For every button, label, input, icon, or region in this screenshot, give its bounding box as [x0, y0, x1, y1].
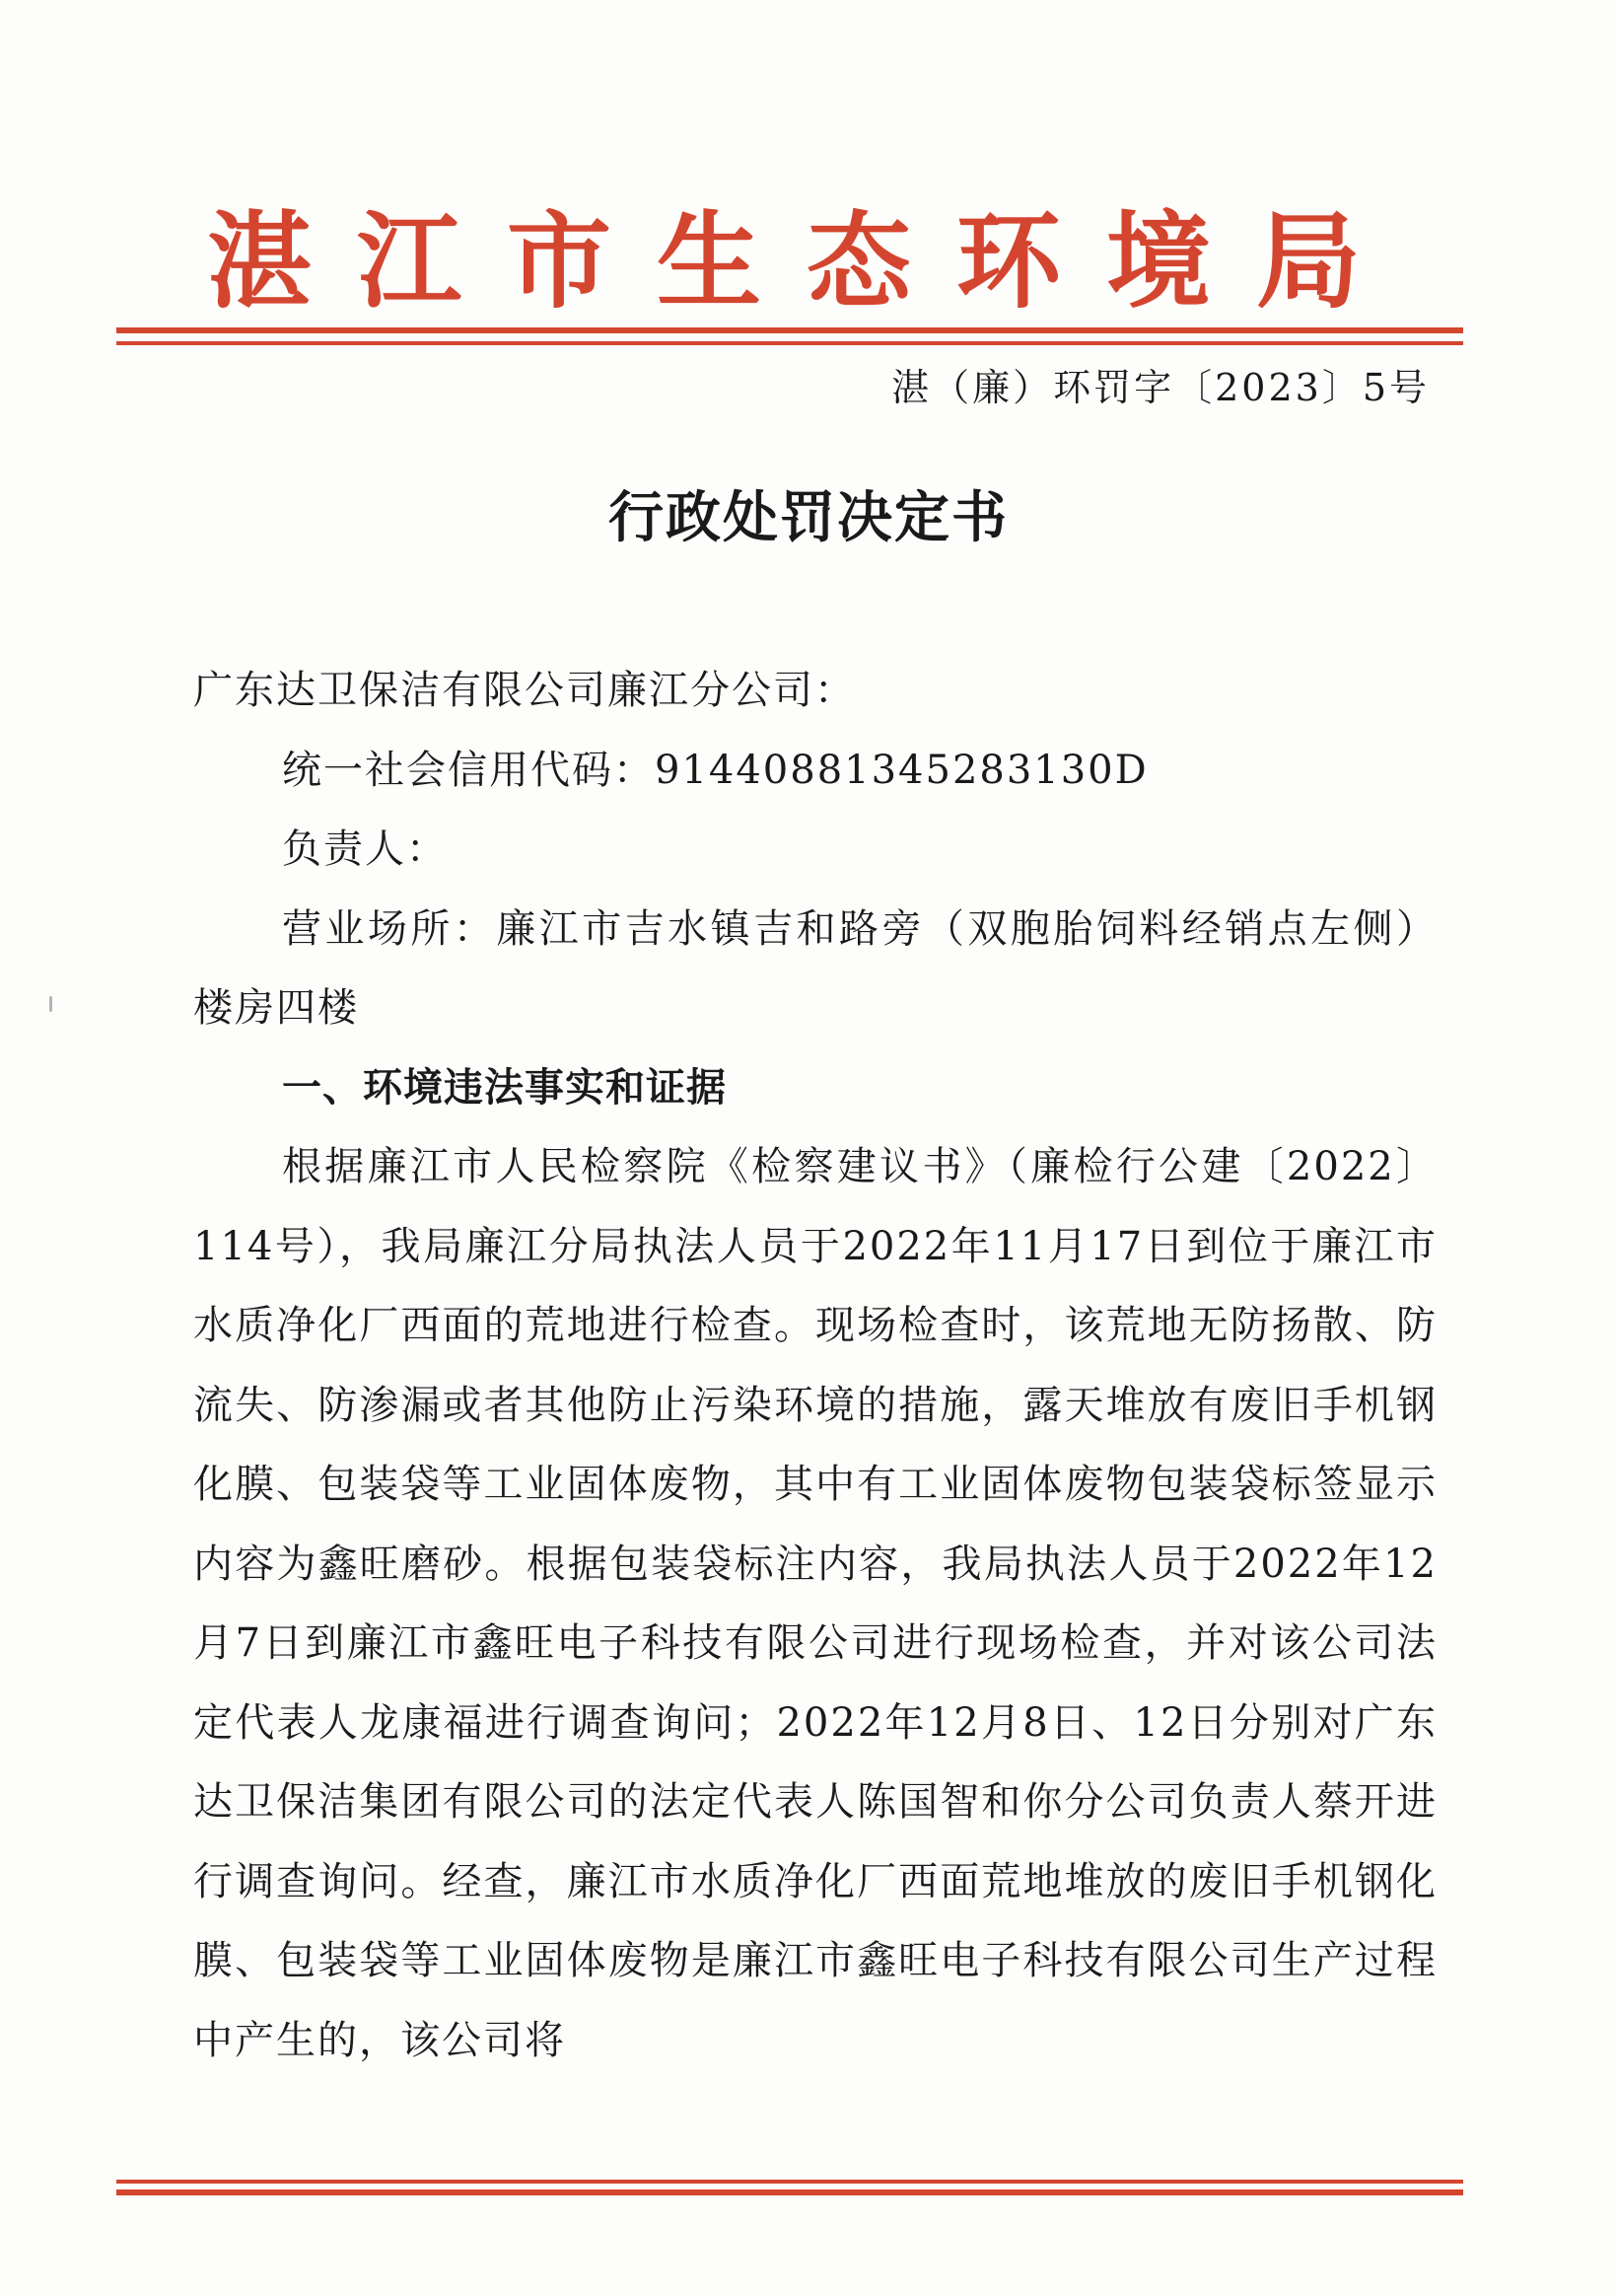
agency-header: 湛江市生态环境局: [207, 199, 1406, 323]
footer-rule-thin: [116, 2180, 1463, 2184]
document-title: 行政处罚决定书: [608, 485, 1009, 550]
footer-rule-thick: [116, 2189, 1463, 2195]
header-rule-thin: [116, 341, 1463, 345]
document-number: 湛（廉）环罚字〔2023〕5号: [891, 366, 1430, 409]
responsible-person: 负责人：: [282, 826, 448, 872]
section-paragraph: 根据廉江市人民检察院《检察建议书》（廉检行公建〔2022〕114号），我局廉江分局执法人员于2022年11月17日到位于廉江市水质净化厂西面的荒地进行检查。现场检查时，该荒地无防扬散、防流失、防渗漏或者其他防止污染环境的措施，露天堆放有废旧手机钢化膜、包装袋等工业固体废物，其中有工业固体废物包装袋标签显示内容为鑫旺磨砂。根据包装袋标注内容，我局执法人员于2022年12月7日到廉江市鑫旺电子科技有限公司进行现场检查，并对该公司法定代表人龙康福进行调查询问；2022年12月8日、12日分别对广东达卫保洁集团有限公司的法定代表人陈国智和你分公司负责人蔡开进行调查询问。经查，廉江市水质净化厂西面荒地堆放的废旧手机钢化膜、包装袋等工业固体废物是廉江市鑫旺电子科技有限公司生产过程中产生的，该公司将: [193, 1144, 1438, 2063]
business-premises: 营业场所：廉江市吉水镇吉和路旁（双胞胎饲料经销点左侧）楼房四楼: [193, 905, 1438, 1031]
document-body: [193, 651, 1438, 2080]
section-heading: 一、环境违法事实和证据: [282, 1064, 727, 1111]
header-rule-thick: [116, 327, 1463, 333]
party-name: 广东达卫保洁有限公司廉江分公司：: [193, 668, 856, 713]
credit-code: 统一社会信用代码：91440881345283130D: [282, 747, 1149, 793]
scan-mark: [49, 996, 52, 1012]
